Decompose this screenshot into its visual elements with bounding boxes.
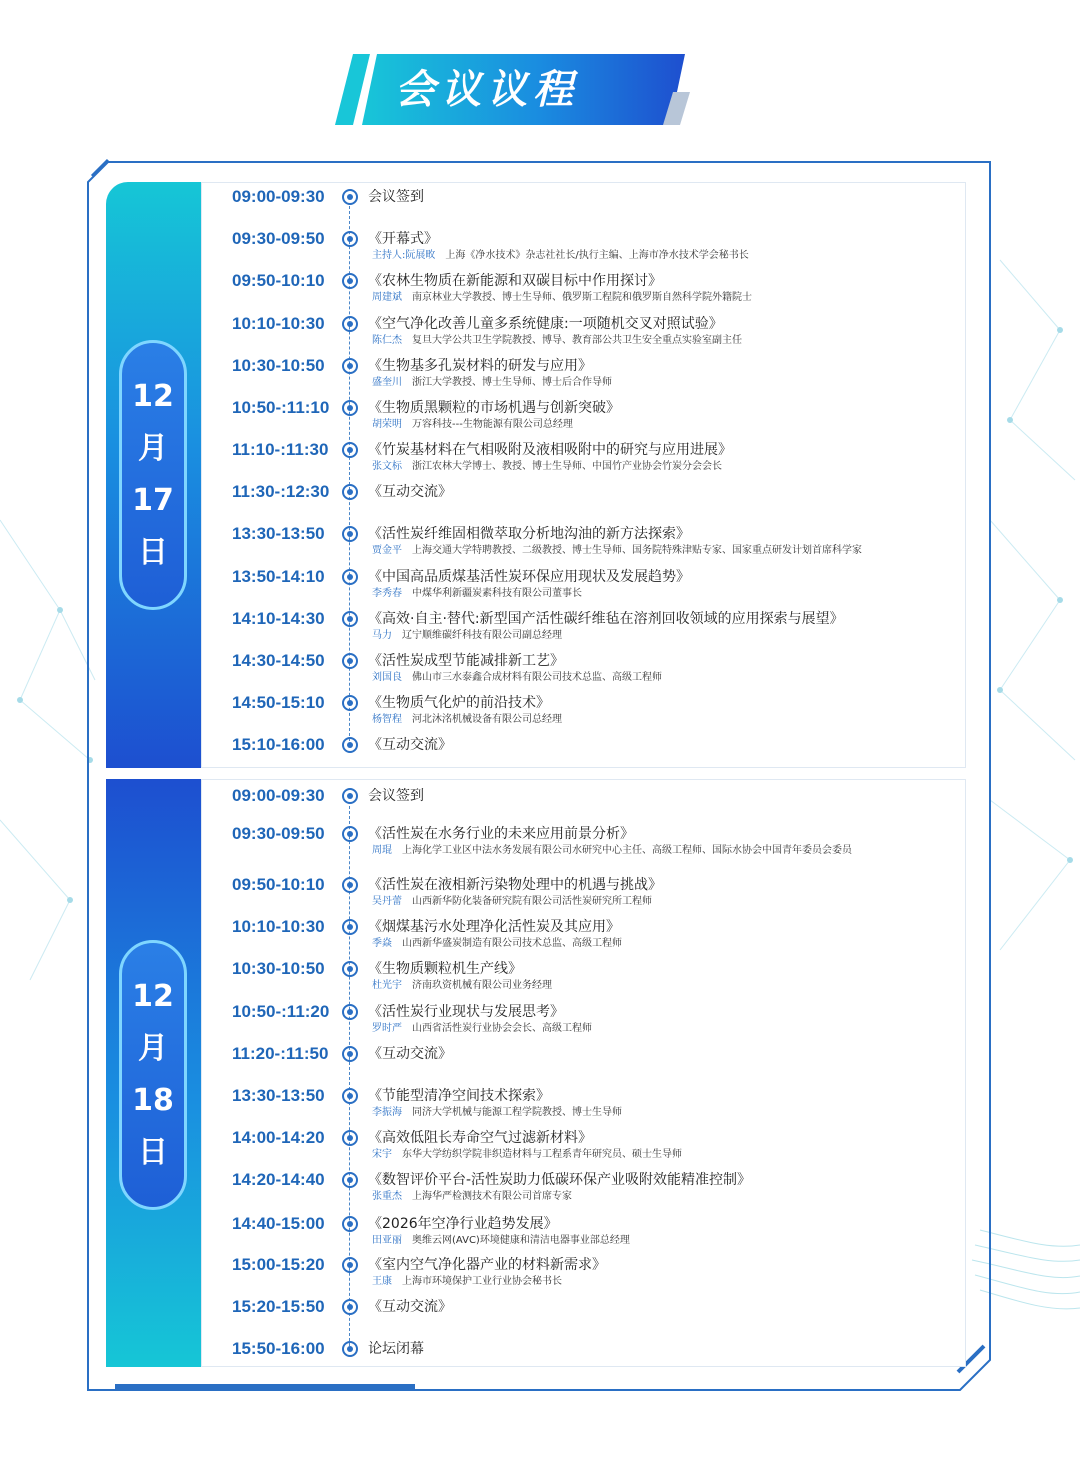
timeline-dot-icon bbox=[342, 611, 358, 627]
agenda-time: 13:30-13:50 bbox=[232, 524, 325, 543]
speaker-affiliation: 浙江农林大学博士、教授、博士生导师、中国竹产业协会竹炭分会会长 bbox=[412, 461, 722, 472]
speaker-name: 周建斌 bbox=[372, 292, 402, 303]
agenda-time: 15:50-16:00 bbox=[232, 1339, 325, 1358]
agenda-title: 论坛闭幕 bbox=[368, 1341, 424, 1357]
speaker-name: 季焱 bbox=[372, 938, 392, 949]
speaker-name: 罗时严 bbox=[372, 1023, 402, 1034]
day2-date-month: 12 bbox=[132, 979, 174, 1014]
agenda-time: 14:00-14:20 bbox=[232, 1128, 325, 1147]
timeline-dot-icon bbox=[342, 231, 358, 247]
timeline-dot-icon bbox=[342, 919, 358, 935]
agenda-title: 《2026年空净行业趋势发展》 bbox=[368, 1216, 558, 1232]
speaker-affiliation: 上海《净水技术》杂志社社长/执行主编、上海市净水技术学会秘书长 bbox=[445, 250, 749, 261]
speaker-affiliation: 浙江大学教授、博士生导师、博士后合作导师 bbox=[412, 377, 612, 388]
timeline-dot-icon bbox=[342, 400, 358, 416]
agenda-title: 《生物质颗粒机生产线》 bbox=[368, 961, 522, 977]
agenda-speaker bbox=[372, 844, 852, 858]
timeline-dot-icon bbox=[342, 526, 358, 542]
agenda-title: 《高效低阻长寿命空气过滤新材料》 bbox=[368, 1130, 592, 1146]
day1-date-ri: 日 bbox=[138, 535, 168, 570]
agenda-time: 15:10-16:00 bbox=[232, 735, 325, 754]
agenda-time: 09:50-10:10 bbox=[232, 875, 325, 894]
agenda-time: 14:30-14:50 bbox=[232, 651, 325, 670]
speaker-name: 盛奎川 bbox=[372, 377, 402, 388]
agenda-speaker bbox=[372, 376, 612, 390]
agenda-title: 《互动交流》 bbox=[368, 484, 452, 500]
speaker-name: 杜光宇 bbox=[372, 980, 402, 991]
agenda-title: 《空气净化改善儿童多系统健康:一项随机交叉对照试验》 bbox=[368, 316, 723, 332]
speaker-name: 吴丹蕾 bbox=[372, 896, 402, 907]
timeline-dot-icon bbox=[342, 1046, 358, 1062]
timeline-dot-icon bbox=[342, 1341, 358, 1357]
speaker-name: 周琨 bbox=[372, 845, 392, 856]
timeline-dot-icon bbox=[342, 442, 358, 458]
agenda-speaker bbox=[372, 1234, 630, 1248]
speaker-affiliation: 万容科技---生物能源有限公司总经理 bbox=[412, 419, 573, 430]
agenda-time: 09:30-09:50 bbox=[232, 824, 325, 843]
speaker-name: 陈仁杰 bbox=[372, 335, 402, 346]
agenda-title: 《中国高品质煤基活性炭环保应用现状及发展趋势》 bbox=[368, 569, 690, 585]
timeline-dot-icon bbox=[342, 358, 358, 374]
agenda-title: 会议签到 bbox=[368, 788, 424, 804]
speaker-affiliation: 同济大学机械与能源工程学院教授、博士生导师 bbox=[412, 1107, 622, 1118]
timeline-dot-icon bbox=[342, 1130, 358, 1146]
agenda-speaker bbox=[372, 1148, 682, 1162]
agenda-time: 11:10-:11:30 bbox=[232, 440, 329, 459]
day1-date-day: 17 bbox=[132, 483, 174, 518]
agenda-title: 《开幕式》 bbox=[368, 231, 438, 247]
speaker-name: 李振海 bbox=[372, 1107, 402, 1118]
speaker-affiliation: 上海化学工业区中法水务发展有限公司水研究中心主任、高级工程师、国际水协会中国青年委员会委员 bbox=[402, 845, 852, 856]
speaker-name: 胡荣明 bbox=[372, 419, 402, 430]
timeline-dot-icon bbox=[342, 877, 358, 893]
speaker-affiliation: 复旦大学公共卫生学院教授、博导、教育部公共卫生安全重点实验室副主任 bbox=[412, 335, 742, 346]
agenda-time: 09:50-10:10 bbox=[232, 271, 325, 290]
agenda-title: 《数智评价平台-活性炭助力低碳环保产业吸附效能精准控制》 bbox=[368, 1172, 752, 1188]
agenda-title: 《活性炭行业现状与发展思考》 bbox=[368, 1004, 564, 1020]
speaker-name: 杨智程 bbox=[372, 714, 402, 725]
agenda-title: 《生物基多孔炭材料的研发与应用》 bbox=[368, 358, 592, 374]
day2-date-ri: 日 bbox=[138, 1135, 168, 1170]
speaker-name: 刘国良 bbox=[372, 672, 402, 683]
page-title: 会议议程 bbox=[395, 67, 579, 113]
agenda-title: 《生物质黑颗粒的市场机遇与创新突破》 bbox=[368, 400, 620, 416]
agenda-title: 《高效·自主·替代:新型国产活性碳纤维毡在溶剂回收领域的应用探索与展望》 bbox=[368, 611, 844, 627]
speaker-affiliation: 奥维云网(AVC)环境健康和清洁电器事业部总经理 bbox=[412, 1235, 630, 1246]
agenda-speaker bbox=[372, 1022, 592, 1036]
agenda-title: 会议签到 bbox=[368, 189, 424, 205]
agenda-time: 10:10-10:30 bbox=[232, 314, 325, 333]
timeline-dot-icon bbox=[342, 189, 358, 205]
agenda-title: 《竹炭基材料在气相吸附及液相吸附中的研究与应用进展》 bbox=[368, 442, 732, 458]
speaker-name: 宋宇 bbox=[372, 1149, 392, 1160]
speaker-name: 王康 bbox=[372, 1276, 392, 1287]
speaker-affiliation: 南京林业大学教授、博士生导师、俄罗斯工程院和俄罗斯自然科学院外籍院士 bbox=[412, 292, 752, 303]
day1-date-yue: 月 bbox=[138, 431, 168, 466]
speaker-name: 李秀春 bbox=[372, 588, 402, 599]
day2-date-day: 18 bbox=[132, 1083, 174, 1118]
agenda-title: 《生物质气化炉的前沿技术》 bbox=[368, 695, 550, 711]
agenda-speaker bbox=[372, 713, 562, 727]
speaker-name: 张重杰 bbox=[372, 1191, 402, 1202]
timeline-dot-icon bbox=[342, 1088, 358, 1104]
agenda-title: 《烟煤基污水处理净化活性炭及其应用》 bbox=[368, 919, 620, 935]
agenda-time: 10:30-10:50 bbox=[232, 356, 325, 375]
agenda-title: 《农林生物质在新能源和双碳目标中作用探讨》 bbox=[368, 273, 662, 289]
agenda-speaker bbox=[372, 979, 552, 993]
agenda-time: 09:00-09:30 bbox=[232, 187, 325, 206]
agenda-time: 14:20-14:40 bbox=[232, 1170, 325, 1189]
agenda-time: 13:50-14:10 bbox=[232, 567, 325, 586]
agenda-speaker bbox=[372, 937, 622, 951]
timeline-dot-icon bbox=[342, 569, 358, 585]
agenda-speaker bbox=[372, 418, 573, 432]
agenda-speaker bbox=[372, 460, 722, 474]
agenda-time: 10:30-10:50 bbox=[232, 959, 325, 978]
speaker-affiliation: 东华大学纺织学院非织造材料与工程系青年研究员、硕士生导师 bbox=[402, 1149, 682, 1160]
agenda-time: 10:50-:11:20 bbox=[232, 1002, 330, 1021]
timeline-dot-icon bbox=[342, 1216, 358, 1232]
speaker-affiliation: 中煤华利新疆炭素科技有限公司董事长 bbox=[412, 588, 582, 599]
timeline-dot-icon bbox=[342, 653, 358, 669]
agenda-time: 14:10-14:30 bbox=[232, 609, 325, 628]
agenda-speaker bbox=[372, 629, 562, 643]
day1-date-month: 12 bbox=[132, 379, 174, 414]
agenda-time: 15:20-15:50 bbox=[232, 1297, 325, 1316]
agenda-title: 《互动交流》 bbox=[368, 1046, 452, 1062]
agenda-speaker bbox=[372, 291, 752, 305]
speaker-affiliation: 上海交通大学特聘教授、二级教授、博士生导师、国务院特殊津贴专家、国家重点研发计划首席科学家 bbox=[412, 545, 862, 556]
agenda-speaker bbox=[372, 1275, 562, 1289]
agenda-time: 10:10-10:30 bbox=[232, 917, 325, 936]
agenda-time: 09:30-09:50 bbox=[232, 229, 325, 248]
agenda-title: 《室内空气净化器产业的材料新需求》 bbox=[368, 1257, 606, 1273]
agenda-speaker bbox=[372, 671, 662, 685]
speaker-name: 马力 bbox=[372, 630, 392, 641]
agenda-speaker bbox=[372, 1190, 572, 1204]
agenda-time: 14:40-15:00 bbox=[232, 1214, 325, 1233]
agenda-speaker bbox=[372, 249, 749, 263]
timeline-dot-icon bbox=[342, 1172, 358, 1188]
timeline-dot-icon bbox=[342, 788, 358, 804]
timeline-dot-icon bbox=[342, 826, 358, 842]
timeline-dot-icon bbox=[342, 961, 358, 977]
speaker-affiliation: 上海市环境保护工业行业协会秘书长 bbox=[402, 1276, 562, 1287]
speaker-affiliation: 佛山市三水泰鑫合成材料有限公司技术总监、高级工程师 bbox=[412, 672, 662, 683]
speaker-affiliation: 辽宁顺维碳纤科技有限公司副总经理 bbox=[402, 630, 562, 641]
agenda-title: 《活性炭在水务行业的未来应用前景分析》 bbox=[368, 826, 634, 842]
timeline-dot-icon bbox=[342, 273, 358, 289]
timeline-dot-icon bbox=[342, 1257, 358, 1273]
agenda-time: 09:00-09:30 bbox=[232, 786, 325, 805]
speaker-name: 田亚丽 bbox=[372, 1235, 402, 1246]
day1-date-badge bbox=[119, 340, 187, 610]
agenda-time: 13:30-13:50 bbox=[232, 1086, 325, 1105]
agenda-speaker bbox=[372, 1106, 622, 1120]
agenda-speaker bbox=[372, 334, 742, 348]
timeline-dot-icon bbox=[342, 484, 358, 500]
speaker-affiliation: 上海华严检测技术有限公司首席专家 bbox=[412, 1191, 572, 1202]
speaker-name: 贾金平 bbox=[372, 545, 402, 556]
speaker-affiliation: 济南玖资机械有限公司业务经理 bbox=[412, 980, 552, 991]
speaker-affiliation: 河北沐洺机械设备有限公司总经理 bbox=[412, 714, 562, 725]
speaker-affiliation: 山西新华防化装备研究院有限公司活性炭研究所工程师 bbox=[412, 896, 652, 907]
day2-date-badge bbox=[119, 940, 187, 1210]
speaker-name: 主持人:阮展畋 bbox=[372, 250, 436, 261]
agenda-title: 《活性炭在液相新污染物处理中的机遇与挑战》 bbox=[368, 877, 662, 893]
agenda-time: 11:20-:11:50 bbox=[232, 1044, 329, 1063]
speaker-affiliation: 山西省活性炭行业协会会长、高级工程师 bbox=[412, 1023, 592, 1034]
agenda-speaker bbox=[372, 895, 652, 909]
agenda-title: 《活性炭成型节能减排新工艺》 bbox=[368, 653, 564, 669]
agenda-title: 《互动交流》 bbox=[368, 1299, 452, 1315]
speaker-name: 张文标 bbox=[372, 461, 402, 472]
timeline-dot-icon bbox=[342, 695, 358, 711]
agenda-time: 14:50-15:10 bbox=[232, 693, 325, 712]
agenda-time: 10:50-:11:10 bbox=[232, 398, 330, 417]
day2-date-yue: 月 bbox=[138, 1031, 168, 1066]
agenda-speaker bbox=[372, 544, 862, 558]
agenda-title: 《活性炭纤维固相微萃取分析地沟油的新方法探索》 bbox=[368, 526, 690, 542]
day2-agenda-panel bbox=[201, 779, 966, 1367]
timeline-dot-icon bbox=[342, 737, 358, 753]
speaker-affiliation: 山西新华盛炭制造有限公司技术总监、高级工程师 bbox=[402, 938, 622, 949]
timeline-dot-icon bbox=[342, 1299, 358, 1315]
agenda-title: 《节能型清净空间技术探索》 bbox=[368, 1088, 550, 1104]
timeline-dot-icon bbox=[342, 316, 358, 332]
agenda-time: 15:00-15:20 bbox=[232, 1255, 325, 1274]
timeline-dot-icon bbox=[342, 1004, 358, 1020]
agenda-speaker bbox=[372, 587, 582, 601]
agenda-title: 《互动交流》 bbox=[368, 737, 452, 753]
agenda-time: 11:30-:12:30 bbox=[232, 482, 330, 501]
